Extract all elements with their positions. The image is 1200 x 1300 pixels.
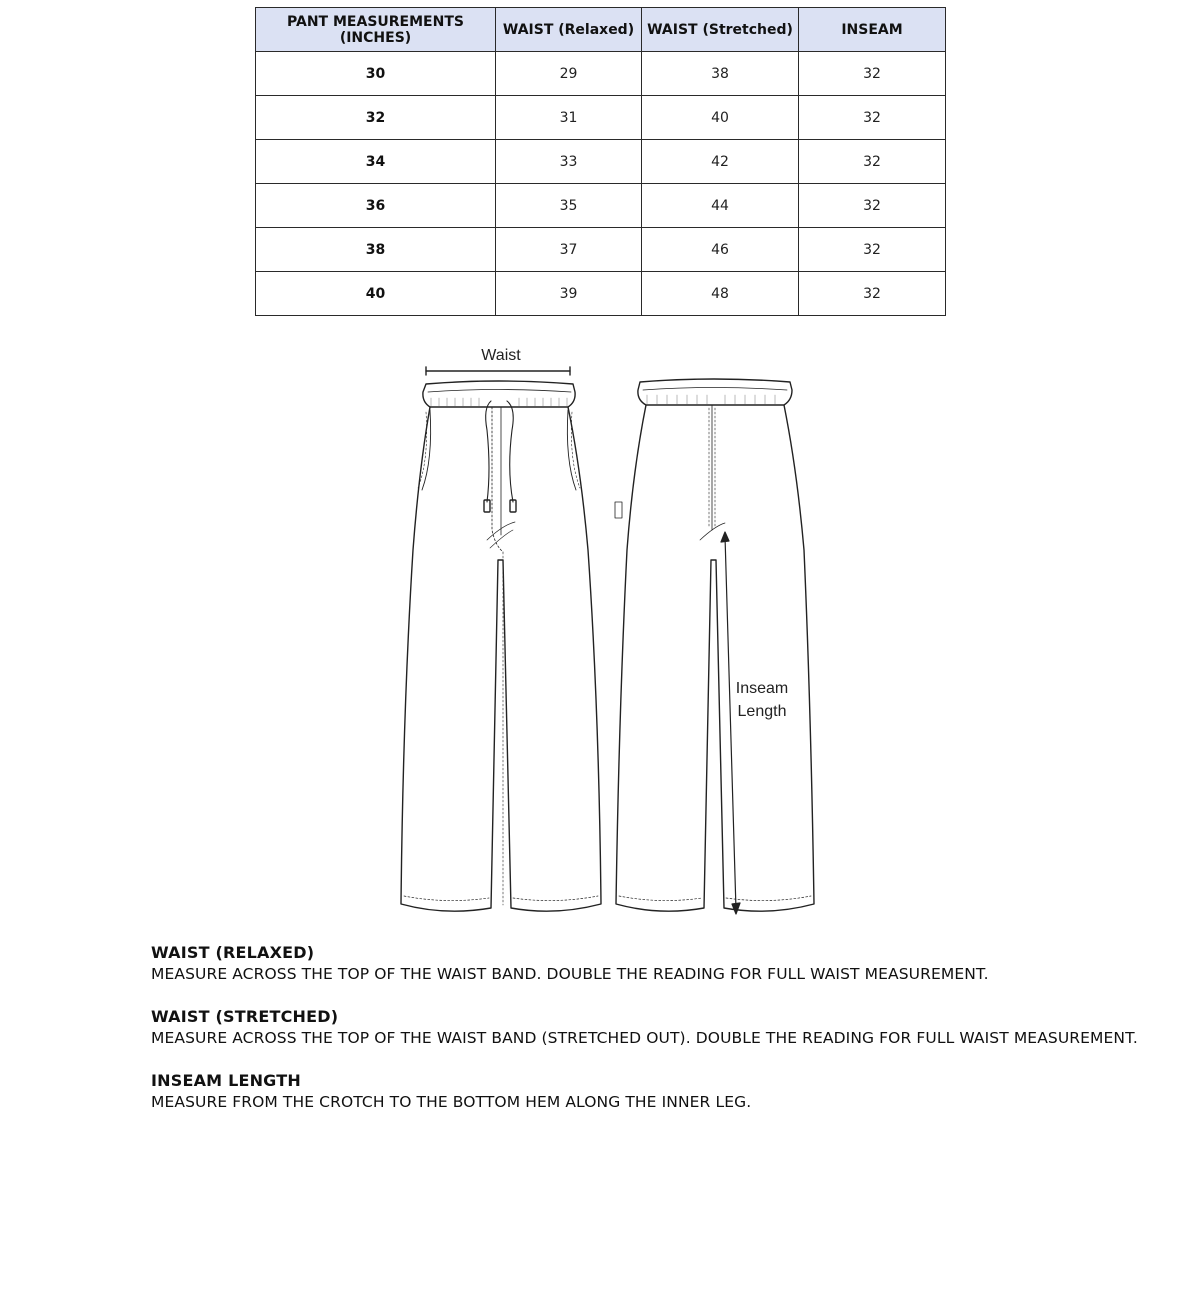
waist-stretched-cell: 42 <box>642 140 799 184</box>
table-header-row <box>256 8 946 52</box>
instruction-waist-relaxed <box>151 942 1151 986</box>
size-cell: 32 <box>256 96 496 140</box>
waist-stretched-cell: 48 <box>642 272 799 316</box>
waist-relaxed-cell: 31 <box>496 96 642 140</box>
header-pant-measurements: PANT MEASUREMENTS (INCHES) <box>256 8 496 52</box>
waist-label: Waist <box>481 347 521 364</box>
instruction-title: WAIST (STRETCHED) <box>151 1007 339 1026</box>
table-row <box>256 52 946 96</box>
size-chart-table <box>255 7 946 316</box>
instruction-text: MEASURE ACROSS THE TOP OF THE WAIST BAND. DOUBLE THE READING FOR FULL WAIST MEASUREMENT. <box>151 965 989 983</box>
header-waist-stretched: WAIST (Stretched) <box>642 8 799 52</box>
inseam-cell: 32 <box>799 96 946 140</box>
waist-relaxed-cell: 37 <box>496 228 642 272</box>
measurement-instructions <box>151 942 1151 1134</box>
table-row <box>256 96 946 140</box>
pants-front-view <box>401 381 601 911</box>
waist-relaxed-cell: 35 <box>496 184 642 228</box>
instruction-title: WAIST (RELAXED) <box>151 943 315 962</box>
instruction-waist-stretched <box>151 1006 1151 1050</box>
size-cell: 30 <box>256 52 496 96</box>
instruction-inseam-length <box>151 1070 1151 1114</box>
waist-stretched-cell: 38 <box>642 52 799 96</box>
header-waist-relaxed: WAIST (Relaxed) <box>496 8 642 52</box>
size-cell: 34 <box>256 140 496 184</box>
size-cell: 38 <box>256 228 496 272</box>
table-row <box>256 140 946 184</box>
waist-stretched-cell: 44 <box>642 184 799 228</box>
pants-back-view <box>615 379 814 911</box>
inseam-length-label: Inseam Length <box>735 680 789 720</box>
waist-measure-line <box>426 367 570 375</box>
waist-relaxed-cell: 39 <box>496 272 642 316</box>
pants-sketch <box>395 330 825 930</box>
instruction-text: MEASURE ACROSS THE TOP OF THE WAIST BAND (STRETCHED OUT). DOUBLE THE READING FOR FULL WAIST MEASUREMENT. <box>151 1029 1138 1047</box>
pants-measurement-diagram <box>395 330 825 930</box>
size-cell: 40 <box>256 272 496 316</box>
inseam-cell: 32 <box>799 272 946 316</box>
inseam-measure-arrow <box>721 532 740 914</box>
header-inseam: INSEAM <box>799 8 946 52</box>
instruction-text: MEASURE FROM THE CROTCH TO THE BOTTOM HEM ALONG THE INNER LEG. <box>151 1093 752 1111</box>
inseam-cell: 32 <box>799 140 946 184</box>
inseam-cell: 32 <box>799 184 946 228</box>
waist-relaxed-cell: 29 <box>496 52 642 96</box>
table-row <box>256 228 946 272</box>
size-cell: 36 <box>256 184 496 228</box>
table-row <box>256 184 946 228</box>
table-row <box>256 272 946 316</box>
waist-stretched-cell: 40 <box>642 96 799 140</box>
instruction-title: INSEAM LENGTH <box>151 1071 301 1090</box>
waist-stretched-cell: 46 <box>642 228 799 272</box>
inseam-cell: 32 <box>799 52 946 96</box>
inseam-cell: 32 <box>799 228 946 272</box>
waist-relaxed-cell: 33 <box>496 140 642 184</box>
